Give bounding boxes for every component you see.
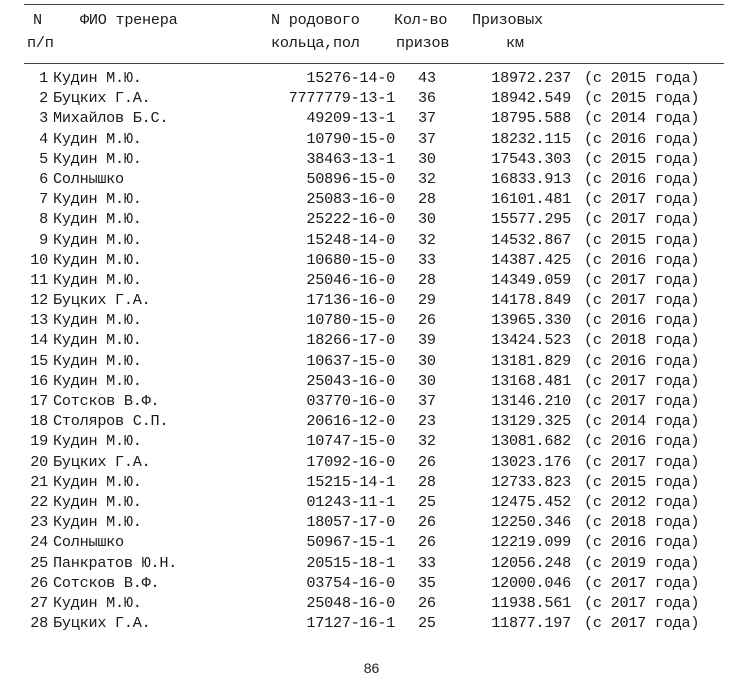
prize-count: 32	[418, 169, 436, 188]
trainer-name: Кудин М.Ю.	[53, 149, 142, 168]
prize-km: 12219.099	[491, 533, 571, 552]
since-year: (с 2016 года)	[584, 311, 700, 330]
ring-number: 15215-14-1	[306, 472, 395, 491]
trainer-name: Солнышко	[53, 169, 124, 188]
ring-number: 03770-16-0	[306, 392, 395, 410]
since-year: (с 2017 года)	[584, 291, 700, 310]
row-number: 8	[39, 210, 48, 229]
trainer-name: Кудин М.Ю.	[53, 230, 142, 249]
header-km-line2: км	[506, 34, 524, 52]
page-number: 86	[363, 660, 380, 676]
table-row	[0, 108, 743, 128]
prize-count: 26	[418, 311, 436, 330]
row-number: 25	[30, 553, 48, 572]
prize-count: 28	[418, 190, 436, 209]
row-number: 24	[30, 533, 48, 552]
since-year: (с 2014 года)	[584, 412, 700, 431]
header-ring-line2: кольца,пол	[271, 34, 360, 52]
header-km-line1: Призовых	[472, 11, 543, 29]
table-row	[0, 230, 743, 250]
row-number: 10	[30, 250, 48, 269]
row-number: 3	[39, 109, 48, 128]
trainer-name: Кудин М.Ю.	[53, 270, 142, 289]
row-number: 23	[30, 513, 48, 532]
prize-count: 28	[418, 270, 436, 289]
row-number: 18	[30, 412, 48, 431]
prize-count: 39	[418, 331, 436, 350]
ring-number: 25046-16-0	[306, 270, 395, 289]
since-year: (с 2016 года)	[584, 250, 700, 269]
since-year: (с 2015 года)	[584, 472, 700, 491]
row-number: 5	[39, 149, 48, 168]
table-row	[0, 411, 743, 431]
prize-km: 13965.330	[491, 311, 571, 330]
ring-number: 25043-16-0	[306, 371, 395, 390]
row-number: 27	[30, 593, 48, 612]
trainer-name: Кудин М.Ю.	[53, 250, 142, 269]
table-row	[0, 209, 743, 229]
header-ring-line1: N родового	[271, 11, 360, 29]
prize-count: 37	[418, 392, 436, 410]
trainer-name: Кудин М.Ю.	[53, 311, 142, 330]
prize-km: 13168.481	[491, 371, 571, 390]
trainer-name: Кудин М.Ю.	[53, 472, 142, 491]
trainer-name: Кудин М.Ю.	[53, 190, 142, 209]
row-number: 22	[30, 492, 48, 511]
row-number: 9	[39, 230, 48, 249]
row-number: 1	[39, 69, 48, 87]
ring-number: 10780-15-0	[306, 311, 395, 330]
prize-km: 17543.303	[491, 149, 571, 168]
row-number: 17	[30, 392, 48, 410]
trainer-name: Панкратов Ю.Н.	[53, 553, 178, 572]
row-number: 4	[39, 129, 48, 148]
prize-count: 29	[418, 291, 436, 310]
ring-number: 10747-15-0	[306, 432, 395, 451]
since-year: (с 2014 года)	[584, 109, 700, 128]
prize-km: 18795.588	[491, 109, 571, 128]
trainer-name: Кудин М.Ю.	[53, 371, 142, 390]
prize-km: 14387.425	[491, 250, 571, 269]
prize-km: 13081.682	[491, 432, 571, 451]
header-bottom-rule	[24, 63, 724, 64]
prize-km: 15577.295	[491, 210, 571, 229]
prize-km: 13129.325	[491, 412, 571, 431]
table-row	[0, 290, 743, 310]
trainer-name: Кудин М.Ю.	[53, 331, 142, 350]
row-number: 11	[30, 270, 48, 289]
ring-number: 25083-16-0	[306, 190, 395, 209]
prize-count: 33	[418, 553, 436, 572]
trainer-name: Буцких Г.А.	[53, 89, 151, 108]
prize-km: 11938.561	[491, 593, 571, 612]
trainer-name: Кудин М.Ю.	[53, 513, 142, 532]
prize-count: 26	[418, 533, 436, 552]
trainer-name: Михайлов Б.С.	[53, 109, 169, 128]
prize-km: 12250.346	[491, 513, 571, 532]
row-number: 19	[30, 432, 48, 451]
trainer-name: Кудин М.Ю.	[53, 210, 142, 229]
since-year: (с 2016 года)	[584, 169, 700, 188]
ring-number: 17127-16-1	[306, 614, 395, 633]
prize-km: 14349.059	[491, 270, 571, 289]
since-year: (с 2015 года)	[584, 149, 700, 168]
prize-km: 18972.237	[491, 69, 571, 87]
prize-count: 23	[418, 412, 436, 431]
table-row	[0, 270, 743, 290]
ring-number: 50967-15-1	[306, 533, 395, 552]
prize-count: 43	[418, 69, 436, 87]
ring-number: 25222-16-0	[306, 210, 395, 229]
prize-count: 32	[418, 432, 436, 451]
prize-count: 35	[418, 573, 436, 592]
since-year: (с 2017 года)	[584, 210, 700, 229]
table-row	[0, 512, 743, 532]
prize-count: 30	[418, 351, 436, 370]
prize-km: 12475.452	[491, 492, 571, 511]
trainer-name: Кудин М.Ю.	[53, 351, 142, 370]
since-year: (с 2019 года)	[584, 553, 700, 572]
prize-count: 32	[418, 230, 436, 249]
table-row	[0, 472, 743, 492]
row-number: 7	[39, 190, 48, 209]
trainer-name: Буцких Г.А.	[53, 614, 151, 633]
header-num-line1: N	[33, 11, 42, 29]
since-year: (с 2017 года)	[584, 270, 700, 289]
ring-number: 18057-17-0	[306, 513, 395, 532]
ring-number: 38463-13-1	[306, 149, 395, 168]
since-year: (с 2016 года)	[584, 351, 700, 370]
since-year: (с 2016 года)	[584, 533, 700, 552]
table-row	[0, 492, 743, 512]
since-year: (с 2017 года)	[584, 593, 700, 612]
trainer-name: Кудин М.Ю.	[53, 492, 142, 511]
row-number: 6	[39, 169, 48, 188]
since-year: (с 2012 года)	[584, 492, 700, 511]
prize-count: 37	[418, 109, 436, 128]
table-row	[0, 573, 743, 593]
ring-number: 15248-14-0	[306, 230, 395, 249]
since-year: (с 2017 года)	[584, 573, 700, 592]
row-number: 28	[30, 614, 48, 633]
header-fio: ФИО тренера	[80, 11, 178, 29]
ring-number: 10637-15-0	[306, 351, 395, 370]
table-row	[0, 371, 743, 391]
ring-number: 49209-13-1	[306, 109, 395, 128]
ring-number: 20515-18-1	[306, 553, 395, 572]
since-year: (с 2017 года)	[584, 392, 700, 410]
table-row	[0, 431, 743, 451]
row-number: 12	[30, 291, 48, 310]
trainer-name: Кудин М.Ю.	[53, 129, 142, 148]
prize-km: 12733.823	[491, 472, 571, 491]
table-row	[0, 189, 743, 209]
table-row	[0, 391, 743, 411]
table-row	[0, 149, 743, 169]
row-number: 2	[39, 89, 48, 108]
prize-km: 16101.481	[491, 190, 571, 209]
table-row	[0, 88, 743, 108]
ring-number: 7777779-13-1	[288, 89, 395, 108]
row-number: 21	[30, 472, 48, 491]
table-row	[0, 250, 743, 270]
prize-km: 13181.829	[491, 351, 571, 370]
ring-number: 01243-11-1	[306, 492, 395, 511]
table-row	[0, 330, 743, 350]
prize-km: 13146.210	[491, 392, 571, 410]
trainer-name: Кудин М.Ю.	[53, 593, 142, 612]
prize-count: 28	[418, 472, 436, 491]
prize-km: 18232.115	[491, 129, 571, 148]
prize-km: 16833.913	[491, 169, 571, 188]
since-year: (с 2017 года)	[584, 371, 700, 390]
trainer-name: Солнышко	[53, 533, 124, 552]
ring-number: 50896-15-0	[306, 169, 395, 188]
trainer-name: Буцких Г.А.	[53, 452, 151, 471]
row-number: 15	[30, 351, 48, 370]
prize-count: 26	[418, 513, 436, 532]
ring-number: 17092-16-0	[306, 452, 395, 471]
row-number: 14	[30, 331, 48, 350]
prize-km: 13023.176	[491, 452, 571, 471]
row-number: 16	[30, 371, 48, 390]
trainer-name: Сотсков В.Ф.	[53, 392, 160, 410]
table-body	[0, 68, 743, 633]
prize-count: 36	[418, 89, 436, 108]
ring-number: 10680-15-0	[306, 250, 395, 269]
since-year: (с 2017 года)	[584, 452, 700, 471]
since-year: (с 2017 года)	[584, 190, 700, 209]
since-year: (с 2016 года)	[584, 129, 700, 148]
prize-km: 12056.248	[491, 553, 571, 572]
prize-km: 14532.867	[491, 230, 571, 249]
table-row	[0, 351, 743, 371]
prize-count: 25	[418, 614, 436, 633]
ring-number: 20616-12-0	[306, 412, 395, 431]
since-year: (с 2015 года)	[584, 230, 700, 249]
trainer-name: Кудин М.Ю.	[53, 69, 142, 87]
table-row	[0, 613, 743, 633]
table-row	[0, 593, 743, 613]
prize-count: 30	[418, 371, 436, 390]
prize-count: 26	[418, 593, 436, 612]
header-count-line1: Кол-во	[394, 11, 448, 29]
table-row	[0, 129, 743, 149]
prize-km: 18942.549	[491, 89, 571, 108]
ring-number: 10790-15-0	[306, 129, 395, 148]
table-row	[0, 68, 743, 88]
since-year: (с 2015 года)	[584, 69, 700, 87]
row-number: 13	[30, 311, 48, 330]
table-row	[0, 310, 743, 330]
since-year: (с 2015 года)	[584, 89, 700, 108]
row-number: 20	[30, 452, 48, 471]
prize-km: 12000.046	[491, 573, 571, 592]
table-row	[0, 532, 743, 552]
ring-number: 25048-16-0	[306, 593, 395, 612]
since-year: (с 2018 года)	[584, 331, 700, 350]
since-year: (с 2018 года)	[584, 513, 700, 532]
header-top-rule	[24, 4, 724, 5]
prize-count: 37	[418, 129, 436, 148]
prize-count: 33	[418, 250, 436, 269]
header-num-line2: п/п	[27, 34, 54, 52]
table-row	[0, 169, 743, 189]
table-row	[0, 553, 743, 573]
row-number: 26	[30, 573, 48, 592]
prize-km: 14178.849	[491, 291, 571, 310]
trainer-name: Столяров С.П.	[53, 412, 169, 431]
ring-number: 17136-16-0	[306, 291, 395, 310]
trainer-name: Буцких Г.А.	[53, 291, 151, 310]
header-count-line2: призов	[396, 34, 450, 52]
prize-count: 25	[418, 492, 436, 511]
prize-km: 11877.197	[491, 614, 571, 633]
table-row	[0, 452, 743, 472]
prize-count: 30	[418, 210, 436, 229]
prize-count: 26	[418, 452, 436, 471]
prize-km: 13424.523	[491, 331, 571, 350]
ring-number: 18266-17-0	[306, 331, 395, 350]
ring-number: 03754-16-0	[306, 573, 395, 592]
trainer-name: Кудин М.Ю.	[53, 432, 142, 451]
since-year: (с 2016 года)	[584, 432, 700, 451]
since-year: (с 2017 года)	[584, 614, 700, 633]
trainer-name: Сотсков В.Ф.	[53, 573, 160, 592]
prize-count: 30	[418, 149, 436, 168]
ring-number: 15276-14-0	[306, 69, 395, 87]
